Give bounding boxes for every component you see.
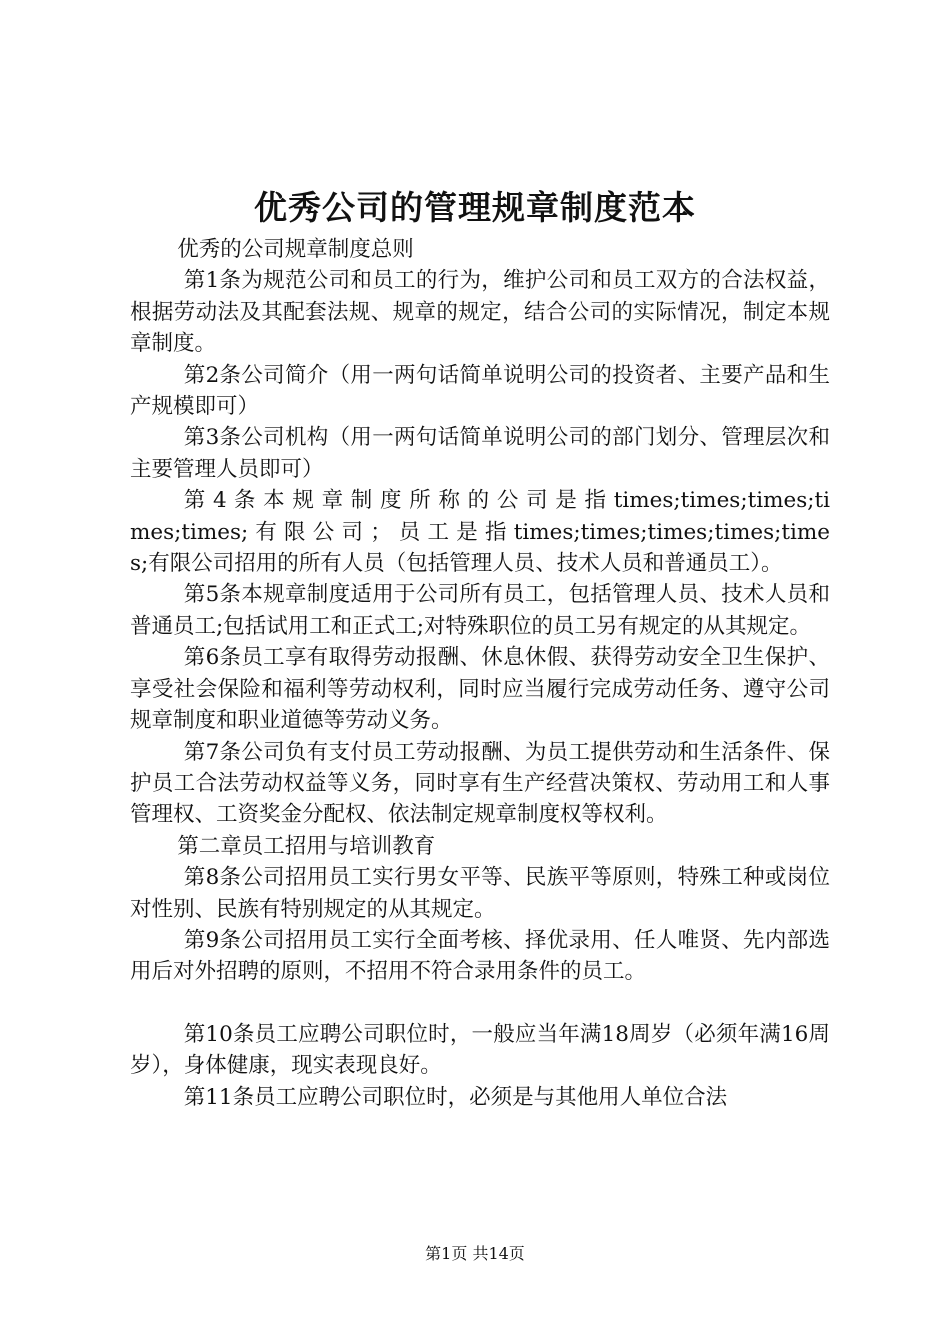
article-11: 第11条员工应聘公司职位时，必须是与其他用人单位合法 (183, 1084, 728, 1110)
article-8: 第8条公司招用员工实行男女平等、民族平等原则，特殊工种或岗位对性别、民族有特别规定的从其规定。 (130, 865, 830, 922)
chapter-2-heading: 第二章员工招用与培训教育 (177, 833, 436, 859)
article-5: 第5条本规章制度适用于公司所有员工，包括管理人员、技术人员和普通员工;包括试用工和正式工;对特殊职位的员工另有规定的从其规定。 (130, 582, 830, 639)
article-1: 第1条为规范公司和员工的行为，维护公司和员工双方的合法权益，根据劳动法及其配套法规、规章的规定，结合公司的实际情况，制定本规章制度。 (130, 268, 830, 357)
article-4: 第 4 条 本 规 章 制 度 所 称 的 公 司 是 指 times;times;times;times;times; 有 限 公 司 ； 员 工 是 指 times;times;times;times;times;有限公司招用的所有人员（包括管理人员、技术人员和普通员工）。 (130, 488, 830, 577)
article-10: 第10条员工应聘公司职位时，一般应当年满18周岁（必须年满16周岁），身体健康，现实表现良好。 (130, 1021, 830, 1079)
article-3: 第3条公司机构（用一两句话简单说明公司的部门划分、管理层次和主要管理人员即可） (130, 425, 830, 482)
document-body (130, 234, 830, 1113)
article-2: 第2条公司简介（用一两句话简单说明公司的投资者、主要产品和生产规模即可） (130, 362, 830, 420)
article-6: 第6条员工享有取得劳动报酬、休息休假、获得劳动安全卫生保护、享受社会保险和福利等劳动权利，同时应当履行完成劳动任务、遵守公司规章制度和职业道德等劳动义务。 (130, 645, 830, 734)
paragraph-gap (130, 988, 830, 1019)
section-heading-general: 优秀的公司规章制度总则 (177, 237, 414, 262)
article-7: 第7条公司负有支付员工劳动报酬、为员工提供劳动和生活条件、保护员工合法劳动权益等义务，同时享有生产经营决策权、劳动用工和人事管理权、工资奖金分配权、依法制定规章制度权等权利。 (130, 739, 830, 828)
article-9: 第9条公司招用员工实行全面考核、择优录用、任人唯贤、先内部选用后对外招聘的原则，不招用不符合录用条件的员工。 (130, 927, 830, 985)
document-title: 优秀公司的管理规章制度范本 (254, 188, 696, 227)
page-number-footer: 第1页 共14页 (425, 1244, 525, 1263)
